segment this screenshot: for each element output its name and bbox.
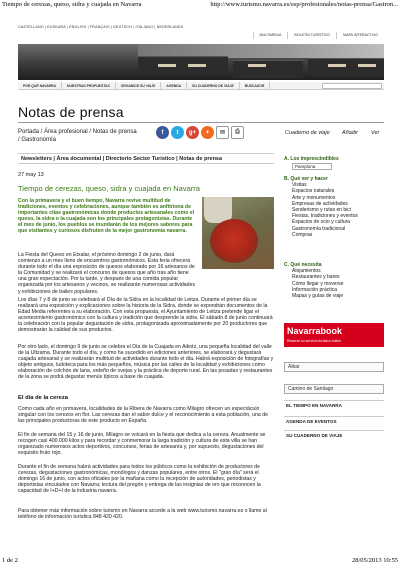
top-nav	[253, 32, 384, 39]
sidebar-que-ver	[284, 176, 384, 238]
sidebar-item-fiestas[interactable]: Fiestas, tradiciones y eventos	[292, 213, 358, 220]
article-paragraph-7: Para obtener más información sobre turismo en Navarra accede a la web www.turismo.navarra.es o llame al teléfono de información turística 848 420 420.	[18, 508, 267, 521]
article-paragraph-2: Los días 7 y 8 de junio se celebrará el Día de la Sidra en la localidad de Leitza. Durante el primer día se realizará una exposición y explicaciones sobre la historia de la Sidra, donde se expondrán documentos de la Edad Media referentes a su elaboración. Con esta propuesta, el Ayuntamiento de Leitza pretende ligar el acontecimiento gastronómico con la cultura y tradición que desprende la sidra. El sábado 8 de junio continuará la celebración con la popular degustación de sidra, protagonizada aproximadamente por 20 productores que demostrarán la calidad de sus productos.	[18, 297, 273, 334]
sidebar-item-gastronomia[interactable]: Gastronomía tradicional	[292, 225, 346, 232]
main-nav	[18, 82, 384, 90]
share-icon[interactable]: +	[201, 126, 214, 139]
sidebar-item-restaurantes[interactable]: Restaurantes y bares	[292, 274, 340, 281]
sidebar-item-espacios-naturales[interactable]: Espacios naturales	[292, 188, 335, 195]
web-page	[18, 22, 384, 552]
facebook-icon[interactable]: f	[156, 126, 169, 139]
sidebar-input-camino[interactable]: Camino de Santiago	[284, 384, 384, 394]
sidebar-item-ocio[interactable]: Espacios de ocio y cultura	[292, 219, 351, 226]
sidebar-item-visitas[interactable]: Visitas	[292, 182, 307, 189]
main-nav-buscador[interactable]: BUSCADOR	[240, 82, 271, 89]
sidebar-que-necesita-title: C. Qué necesita	[284, 262, 322, 268]
sidebar-imprescindibles	[284, 156, 384, 170]
sidebar-que-necesita	[284, 262, 384, 299]
email-icon[interactable]: ✉	[216, 126, 229, 139]
link-cuaderno-viaje[interactable]: SU CUADERNO DE VIAJE	[284, 430, 384, 440]
sidebar-que-ver-title: B. Qué ver y hacer	[284, 176, 328, 182]
article-paragraph-3: Por otro lado, el domingo 9 de junio se celebra el Día de la Cuajada en Aikotz, una pequeña localidad del valle de la Ultzama. Durante todo el día, y como ha sucedido en ediciones anteriores, se elaborará y degustará cuajada artesanal y se realizarán multitud de actividades durante todo el día. Habrá exposición de fotografías y objeto antiguos, ludoteca para los más pequeños, música por las calles de la localidad y exhibiciones como elaboración de colchón de lana, ordeño de ovejas y la práctica de deporte rural. En las posadas y restaurantes de la zona se podrá degustar menús típicos a base de cuajada.	[18, 344, 274, 381]
sidebar-item-empresas[interactable]: Empresas de actividades	[292, 200, 348, 207]
sidebar-imprescindibles-title: A. Los imprescindibles	[284, 156, 339, 162]
main-nav-por-que[interactable]: POR QUÉ NAVARRA	[18, 82, 62, 89]
print-page-title: Tiempo de cerezas, queso, sidra y cuajada en Navarra	[2, 1, 142, 8]
navarrabook-tagline: Reserve su servicio turístico online	[287, 339, 342, 343]
top-nav-mapa[interactable]: MAPA INTERACTIVO	[336, 32, 384, 39]
article-headline: Tiempo de cerezas, queso, sidra y cuajada en Navarra	[18, 184, 200, 193]
main-nav-propuestas[interactable]: NUESTRAS PROPUESTAS	[62, 82, 116, 89]
print-footer	[0, 556, 400, 566]
sidebar-item-senderismo[interactable]: Senderismo y rutas en bici	[292, 207, 351, 214]
link-agenda-eventos[interactable]: AGENDA DE EVENTOS	[284, 416, 384, 426]
professional-subnav[interactable]: Newsletters | Área documental | Directorio Sector Turístico | Notas de prensa	[18, 153, 274, 164]
sidebar-input-aibar[interactable]: Aibar	[284, 362, 384, 372]
print-page-number: 1 de 2	[2, 557, 18, 564]
main-nav-agenda[interactable]: AGENDA	[161, 82, 187, 89]
cherry-basket-photo	[202, 197, 274, 269]
anadir-link[interactable]: Añadir	[342, 130, 358, 136]
article-lede: Con la primavera y el buen tiempo, Navarra revive multitud de tradiciones, eventos y celebraciones, aunque también es anfitriona de importantes citas gastronómicas donde productos artesanales como el queso, la sidra o la cuajada son los principales protagonistas. Durante el mes de junio, los pueblos se inundarán de los mejores sabores para que visitantes y curiosos disfruten de la mejor gastronomía navarra.	[18, 198, 195, 235]
search-input[interactable]	[322, 83, 382, 89]
ver-link[interactable]: Ver	[371, 130, 380, 136]
link-el-tiempo[interactable]: EL TIEMPO EN NAVARRA	[284, 400, 384, 410]
main-nav-organice[interactable]: ORGANICE SU VIAJE	[116, 82, 162, 89]
navarrabook-logo: Navarrabook	[287, 326, 343, 336]
title-divider	[18, 122, 384, 123]
twitter-icon[interactable]: t	[171, 126, 184, 139]
header-banner-image	[18, 44, 384, 80]
page-title: Notas de prensa	[18, 104, 124, 120]
share-toolbar	[156, 126, 244, 139]
language-bar[interactable]: CASTELLANO | EUSKARA | ENGLISH | FRANÇAIS | DEUTSCH | ITALIANO | NEDERLANDS	[18, 25, 184, 29]
section-heading-cereza: El día de la cereza	[18, 395, 68, 401]
print-icon[interactable]: ⎙	[231, 126, 244, 139]
article-paragraph-6: Durante el fin de semana habrá actividades para todos los públicos como la exhibición de productores de cerezas, degustaciones gastronómicas, monólogos y danzas populares, entre otros. El "gran día" será el domingo 16 de junio, con actos oficiales por la mañana como la recepción de autoridades, periodistas y deportistas vinculados con Navarra; lectura del pregón y entrega de las insignias de oro que reconocen la capacidad de I+D+I de la industria navarra.	[18, 464, 261, 495]
article-paragraph-4: Como cada año en primavera, localidades de la Ribera de Navarra como Milagro ofrecen un espectáculo singular con los cerezos en flor. Las cerezas dan el sabor dulce y el reconocimiento a esta población, una de las principales productoras de este producto en España.	[18, 406, 269, 425]
destination-select[interactable]: Pamplona	[292, 163, 332, 170]
article-paragraph-5: El fin de semana del 15 y 16 de junio, Milagro se volcará en la fiesta que dedica a la cereza. Anualmente se recogen casi 400.000 kilos y para recordar y conmemorar la larga tradición y cultura de esta villa se han organizado numerosos actos deportivos, concursos, ferias de artesanía y, por supuesto, degustaciones del exquisito fruto rojo.	[18, 432, 266, 457]
breadcrumb[interactable]: Portada / Área profesional / Notas de prensa / Gastronomía	[18, 129, 137, 143]
sidebar-item-info-practica[interactable]: Información práctica	[292, 286, 338, 293]
main-nav-cuaderno[interactable]: SU CUADERNO DE VIAJE	[187, 82, 240, 89]
sidebar-item-mapas[interactable]: Mapas y guías de viaje	[292, 293, 344, 300]
article-date: 27 may 13	[18, 172, 44, 178]
top-nav-boletin[interactable]: BOLETÍN TURÍSTICO	[287, 32, 336, 39]
print-header	[0, 0, 400, 10]
print-page-url: http://www.turismo.navarra.es/esp/profesionales/notas-prensa/Gastron...	[210, 1, 398, 8]
sidebar-item-alojamientos[interactable]: Alojamientos	[292, 268, 321, 275]
sidebar-item-como-llegar[interactable]: Cómo llegar y moverse	[292, 280, 344, 287]
top-nav-multimedia[interactable]: MULTIMEDIA	[253, 32, 288, 39]
article-paragraph-1: La Fiesta del Queso en Etxalar, el próximo domingo 2 de junio, dará comienzo a un mes lleno de encuentros gastronómicos. Esta feria ofrecerá durante todo el día una exposición de quesos elaborado por 16 artesanos de la Comunidad y se realizará el concurso de quesos que año tras año tiene una gran expectación. Por la tarde, y después de una comida popular organizada por los artesanos y vecinos, se realizarán numerosas actividades y exhibiciones de bailes populares.	[18, 252, 196, 295]
navarrabook-banner[interactable]	[284, 323, 384, 347]
sidebar-item-arte[interactable]: Arte y monumentos	[292, 194, 336, 201]
print-datetime: 28/05/2013 10:55	[351, 557, 398, 564]
sidebar-item-compras[interactable]: Compras	[292, 231, 313, 238]
google-plus-icon[interactable]: g+	[186, 126, 199, 139]
cuaderno-de-viaje-label: Cuaderno de viaje	[285, 130, 330, 136]
